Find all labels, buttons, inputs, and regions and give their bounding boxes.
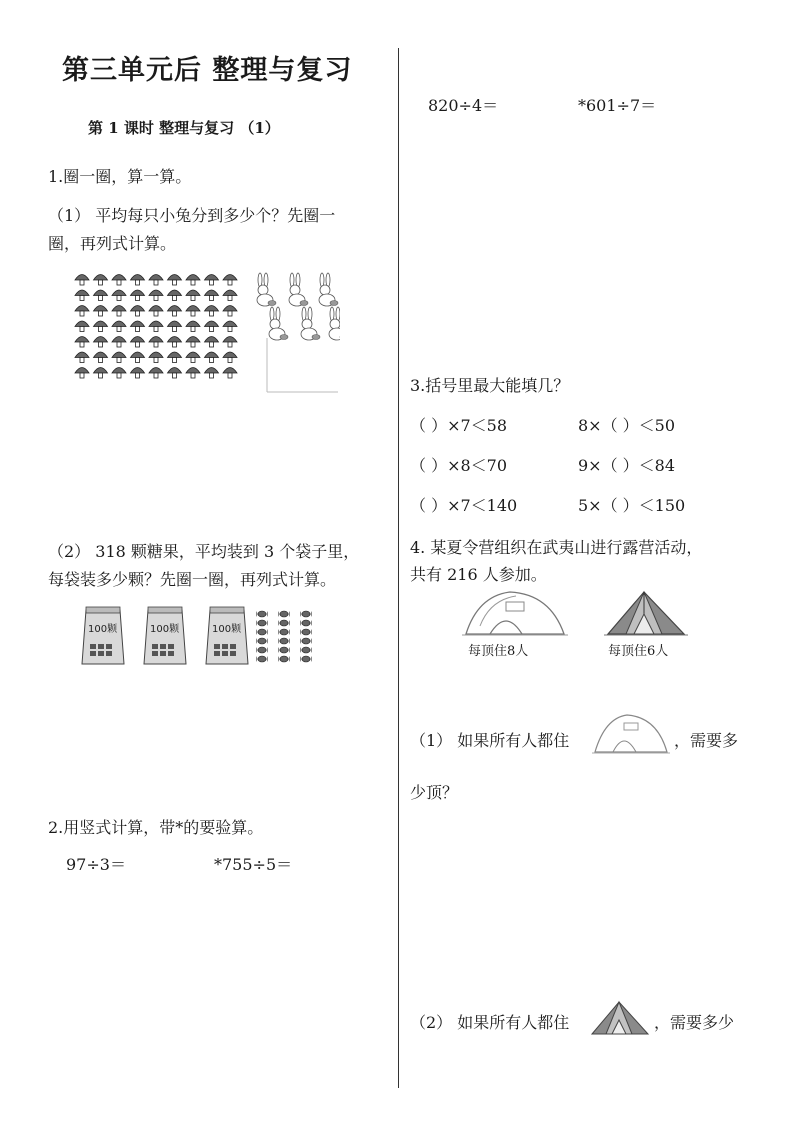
mushroom-icon [112,306,126,317]
mushroom-icon [75,352,89,363]
tent-8-illustration [460,586,570,658]
mushroom-icon [223,352,237,363]
q4-part1-after: ，需要多 [674,731,739,750]
q4-part2-after: ，需要多少 [654,1013,735,1032]
mushroom-icon [205,337,219,348]
q3-row1-left: （ ）×7＜58 [410,416,508,435]
q4-line1: 4. 某夏令营组织在武夷山进行露营活动， [410,538,703,557]
rabbit-icon [319,273,338,306]
candy-icon [278,629,290,635]
candy-icon [300,629,312,635]
mushroom-icon [186,306,200,317]
candy-icon [256,629,268,635]
q4-part1-before: （1） 如果所有人都住 [410,731,570,750]
candy-icon [256,620,268,626]
mushroom-icon [149,306,163,317]
mushroom-icon [131,352,145,363]
q3-row3-right: 5×（ ）＜150 [578,496,686,515]
candy-bags-svg [78,604,334,668]
candy-bag-icon [82,607,124,664]
mushroom-rabbit-illustration [74,268,340,394]
candy-bags-illustration [78,604,334,668]
q2-expr-1: 97÷3＝ [66,855,126,874]
gray-tent-inline-icon [589,998,651,1038]
q3-heading: 3.括号里最大能填几？ [410,376,570,395]
bag-group [82,607,248,664]
mushroom-icon [94,290,108,301]
q1-part2-line2: 每袋装多少颗？先圈一圈，再列式计算。 [48,570,337,589]
gray-tent-icon [604,586,688,638]
q2-heading: 2.用竖式计算，带*的要验算。 [48,818,264,837]
q1-heading: 1.圈一圈，算一算。 [48,167,192,186]
mushroom-icon [186,321,200,332]
mushroom-icon [149,275,163,286]
q2-expr-3: 820÷4＝ [428,96,499,115]
q4-part2-before: （2） 如果所有人都住 [410,1013,570,1032]
mushroom-icon [131,275,145,286]
candy-icon [300,647,312,653]
tent-6-illustration [604,586,688,658]
rabbit-icon [329,307,340,340]
q3-row2-left: （ ）×8＜70 [410,456,508,475]
mushroom-icon [131,290,145,301]
mushroom-icon [94,337,108,348]
mushroom-icon [112,290,126,301]
candy-icon [300,611,312,617]
candy-icon [278,611,290,617]
gray-tent-inline [589,998,651,1038]
mushroom-icon [75,275,89,286]
mushroom-icon [168,337,182,348]
mushroom-icon [94,352,108,363]
mushroom-icon [186,275,200,286]
candy-icon [300,656,312,662]
mushroom-icon [149,337,163,348]
rabbit-icon [257,273,276,306]
rabbit-icon [269,307,288,340]
mushroom-icon [94,321,108,332]
candy-icon [300,638,312,644]
mushroom-icon [168,321,182,332]
mushroom-icon [168,306,182,317]
candy-icon [278,656,290,662]
mushroom-icon [223,306,237,317]
mushroom-icon [168,275,182,286]
mushroom-icon [186,290,200,301]
candy-icon [256,647,268,653]
white-tent-icon [460,586,570,638]
mushroom-grid [75,275,237,379]
mushroom-icon [131,306,145,317]
q3-row2-right: 9×（ ）＜84 [578,456,676,475]
column-divider [398,48,399,1088]
q3-row1-right: 8×（ ）＜50 [578,416,676,435]
mushroom-icon [205,290,219,301]
mushroom-icon [168,290,182,301]
loose-candy-group [256,611,312,662]
mushroom-icon [131,368,145,379]
mushroom-icon [149,321,163,332]
mushroom-icon [223,337,237,348]
mushroom-icon [94,275,108,286]
bag-label: 100颗 [88,624,118,635]
mushroom-icon [223,368,237,379]
mushroom-icon [168,352,182,363]
mushroom-icon [149,368,163,379]
q4-line2: 共有 216 人参加。 [410,565,547,584]
q1-part2-line1: （2） 318 颗糖果，平均装到 3 个袋子里， [48,542,360,561]
mushroom-icon [223,321,237,332]
mushroom-icon [94,306,108,317]
q1-part1-line1: （1） 平均每只小兔分到多少个？先圈一 [48,206,336,225]
mushroom-icon [205,352,219,363]
mushroom-icon [112,321,126,332]
mushroom-icon [112,275,126,286]
page-title: 第三单元后 整理与复习 [62,55,353,86]
mushroom-icon [223,290,237,301]
mushroom-icon [186,352,200,363]
mushroom-icon [223,275,237,286]
mushroom-icon [94,368,108,379]
bag-label: 100颗 [212,624,242,635]
mushroom-icon [75,321,89,332]
candy-icon [278,647,290,653]
mushroom-icon [112,337,126,348]
candy-bag-icon [206,607,248,664]
candy-icon [278,620,290,626]
mushroom-icon [205,368,219,379]
mushroom-icon [75,337,89,348]
rabbit-icon [301,307,320,340]
mushroom-icon [112,352,126,363]
candy-bag-icon [144,607,186,664]
mushroom-icon [75,306,89,317]
candy-icon [300,620,312,626]
mushroom-icon [205,275,219,286]
candy-icon [278,638,290,644]
tent-8-caption: 每顶住8人 [468,644,529,659]
rabbit-group [257,273,340,340]
candy-icon [256,638,268,644]
q2-expr-4: *601÷7＝ [578,96,657,115]
mushroom-icon [131,337,145,348]
mushroom-icon [149,290,163,301]
mushroom-icon [186,337,200,348]
mushroom-icon [205,306,219,317]
mushroom-icon [131,321,145,332]
white-tent-inline-icon [591,710,671,756]
mushroom-icon [112,368,126,379]
mushroom-icon [205,321,219,332]
q2-expr-2: *755÷5＝ [214,855,293,874]
mushroom-rabbit-svg [74,268,340,394]
mushroom-icon [75,290,89,301]
q3-row3-left: （ ）×7＜140 [410,496,518,515]
candy-icon [256,656,268,662]
white-tent-inline [591,710,671,756]
q1-part1-line2: 圈，再列式计算。 [48,234,177,253]
lesson-subtitle: 第 1 课时 整理与复习 （1） [88,119,280,137]
mushroom-icon [168,368,182,379]
tent-6-caption: 每顶住6人 [608,644,669,659]
rabbit-icon [289,273,308,306]
q4-part1-line2: 少顶？ [410,783,459,802]
mushroom-icon [75,368,89,379]
mushroom-icon [186,368,200,379]
mushroom-icon [149,352,163,363]
bag-label: 100颗 [150,624,180,635]
candy-icon [256,611,268,617]
